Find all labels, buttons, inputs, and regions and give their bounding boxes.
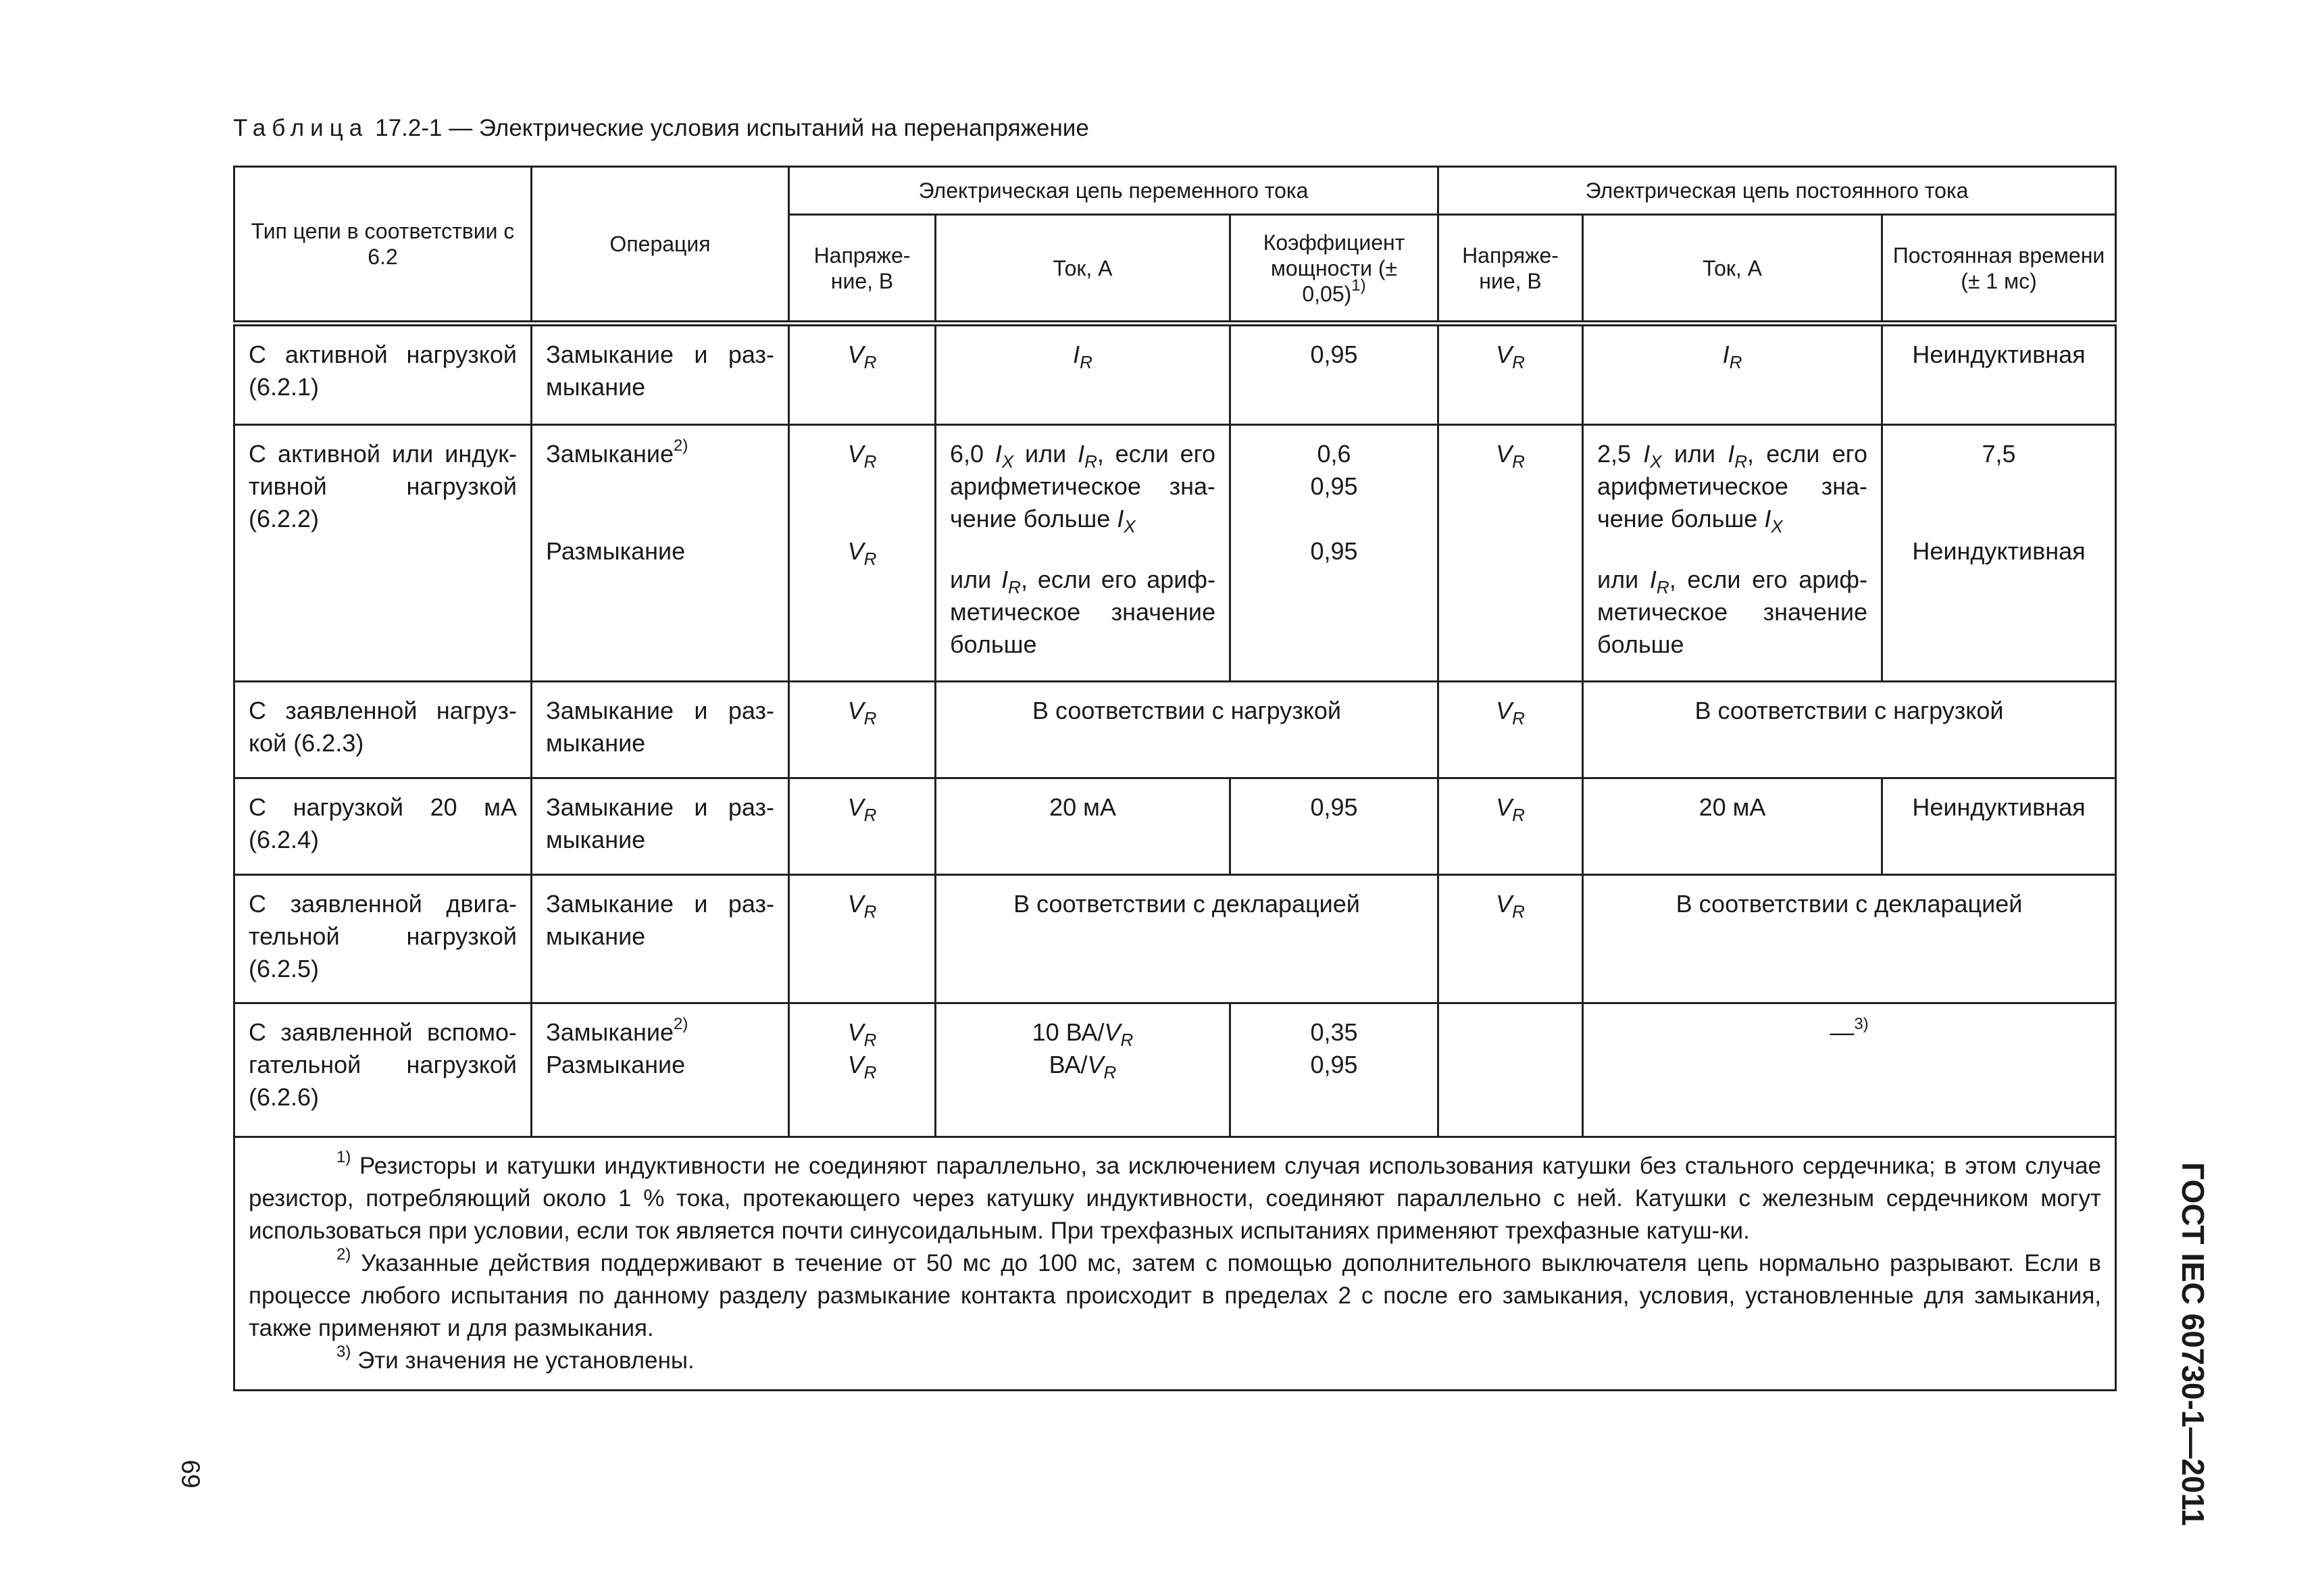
header-operation: Операция — [532, 167, 789, 324]
footnote-2: $^{2)}$ Указанные действия поддерживают в течение от 50 мс до 100 мс, затем с помощью дополнительного выключателя цепь нормально разрывают. Если в процессе любого испытания по данному разделу размыкание контакта происходит в пределах 2 с после его замыкания, условия, установленные для замыкания, также применяют и для размыкания. — [249, 1245, 2102, 1341]
dc-time-constant-cell: 7,5 Неиндуктивная — [1882, 425, 2116, 682]
footnote-1: $^{1)}$ Резисторы и катушки индуктивности не соединяют параллельно, за исключением случая использования катушки без стального сердечника; в этом случае резистор, потребляющий около 1 % тока, протекающего через катушку индуктивности, соединяют параллельно с ней. Катушки с железным сердечником могут использоваться при условии, если ток является почти синусоидальным. При трехфазных испытаниях применяют трехфазные катуш-ки. — [249, 1148, 2102, 1244]
dc-time-constant-cell: Неиндуктивная — [1882, 778, 2116, 875]
operation-cell: Замыкание и раз-мыкание — [532, 875, 789, 1003]
ac-current-cell: $I_R$ — [936, 324, 1230, 425]
ac-voltage-cell: $V_R$ — [789, 324, 936, 425]
header-dc-time-constant: Постоянная времени (± 1 мс) — [1882, 215, 2116, 324]
operation-cell: Замыкание и раз-мыкание — [532, 778, 789, 875]
ac-power-factor-cell: 0,95 — [1230, 324, 1438, 425]
header-ac-power-factor: Коэффициент мощности (± 0,05)$^{1)}$ — [1230, 215, 1438, 324]
ac-voltage-cell: $V_R$ — [789, 682, 936, 778]
dc-current-cell: $I_R$ — [1583, 324, 1882, 425]
overvoltage-test-table — [233, 166, 2117, 1391]
circuit-type-cell: С нагрузкой 20 мА (6.2.4) — [234, 778, 532, 875]
ac-current-cell: 6,0 $I_X$ или $I_R$, если его арифметическое зна-чение больше $I_X$ или $I_R$, если его ариф-метическое значение больше — [936, 425, 1230, 682]
dc-current-cell: 2,5 $I_X$ или $I_R$, если его арифметическое зна-чение больше $I_X$ или $I_R$, если его ариф-метическое значение больше — [1583, 425, 1882, 682]
header-dc-group: Электрическая цепь постоянного тока — [1438, 167, 2116, 215]
operation-cell: Замыкание$^{2)}$ Размыкание — [532, 1003, 789, 1137]
caption-prefix: Таблица — [233, 115, 369, 141]
table-row — [234, 425, 2116, 682]
dc-time-constant-cell: Неиндуктивная — [1882, 324, 2116, 425]
circuit-type-cell: С активной нагрузкой (6.2.1) — [234, 324, 532, 425]
footnotes — [234, 1137, 2116, 1391]
ac-voltage-cell: $V_R$ — [789, 875, 936, 1003]
table-row — [234, 324, 2116, 425]
ac-merged-cell: В соответствии с нагрузкой — [936, 682, 1438, 778]
circuit-type-cell: С заявленной вспомо-гательной нагрузкой (6.2.6) — [234, 1003, 532, 1137]
ac-voltage-cell: $V_R$ $V_R$ — [789, 1003, 936, 1137]
header-dc-voltage: Напряже-ние, В — [1438, 215, 1583, 324]
dc-voltage-cell: $V_R$ — [1438, 875, 1583, 1003]
dc-voltage-cell: $V_R$ — [1438, 324, 1583, 425]
header-ac-current: Ток, А — [936, 215, 1230, 324]
header-dc-current: Ток, А — [1583, 215, 1882, 324]
header-ac-voltage: Напряже-ние, В — [789, 215, 936, 324]
ac-merged-cell: В соответствии с декларацией — [936, 875, 1438, 1003]
dc-merged-cell: —$^{3)}$ — [1583, 1003, 2116, 1137]
ac-current-cell: 20 мА — [936, 778, 1230, 875]
ac-power-factor-cell: 0,6 0,95 0,95 — [1230, 425, 1438, 682]
dc-merged-cell: В соответствии с нагрузкой — [1583, 682, 2116, 778]
dc-voltage-cell — [1438, 1003, 1583, 1137]
dc-voltage-cell: $V_R$ — [1438, 425, 1583, 682]
dc-voltage-cell: $V_R$ — [1438, 682, 1583, 778]
dc-voltage-cell: $V_R$ — [1438, 778, 1583, 875]
dc-merged-cell: В соответствии с декларацией — [1583, 875, 2116, 1003]
table-row — [234, 1003, 2116, 1137]
operation-cell: Замыкание$^{2)}$ Размыкание — [532, 425, 789, 682]
circuit-type-cell: С активной или индук-тивной нагрузкой (6.2.2) — [234, 425, 532, 682]
ac-current-cell: 10 $ВА/V_R$ $ВА/V_R$ — [936, 1003, 1230, 1137]
caption-text: 17.2-1 — Электрические условия испытаний на перенапряжение — [375, 115, 1089, 141]
ac-voltage-cell: $V_R$ $V_R$ — [789, 425, 936, 682]
table-row — [234, 875, 2116, 1003]
document-standard-title: ГОСТ IEC 60730-1—2011 — [2175, 1162, 2211, 1526]
table-notes-row — [234, 1137, 2116, 1391]
operation-cell: Замыкание и раз-мыкание — [532, 324, 789, 425]
circuit-type-cell: С заявленной двига-тельной нагрузкой (6.2.5) — [234, 875, 532, 1003]
header-circuit-type: Тип цепи в соответствии с 6.2 — [234, 167, 532, 324]
ac-power-factor-cell: 0,95 — [1230, 778, 1438, 875]
footnote-3: $^{3)}$ Эти значения не установлены. — [336, 1343, 695, 1374]
ac-voltage-cell: $V_R$ — [789, 778, 936, 875]
page-number: 69 — [176, 1460, 205, 1489]
ac-power-factor-cell: 0,35 0,95 — [1230, 1003, 1438, 1137]
dc-current-cell: 20 мА — [1583, 778, 1882, 875]
operation-cell: Замыкание и раз-мыкание — [532, 682, 789, 778]
header-ac-group: Электрическая цепь переменного тока — [789, 167, 1438, 215]
table-row — [234, 682, 2116, 778]
circuit-type-cell: С заявленной нагруз-кой (6.2.3) — [234, 682, 532, 778]
table-row — [234, 778, 2116, 875]
table-caption — [233, 115, 1089, 142]
